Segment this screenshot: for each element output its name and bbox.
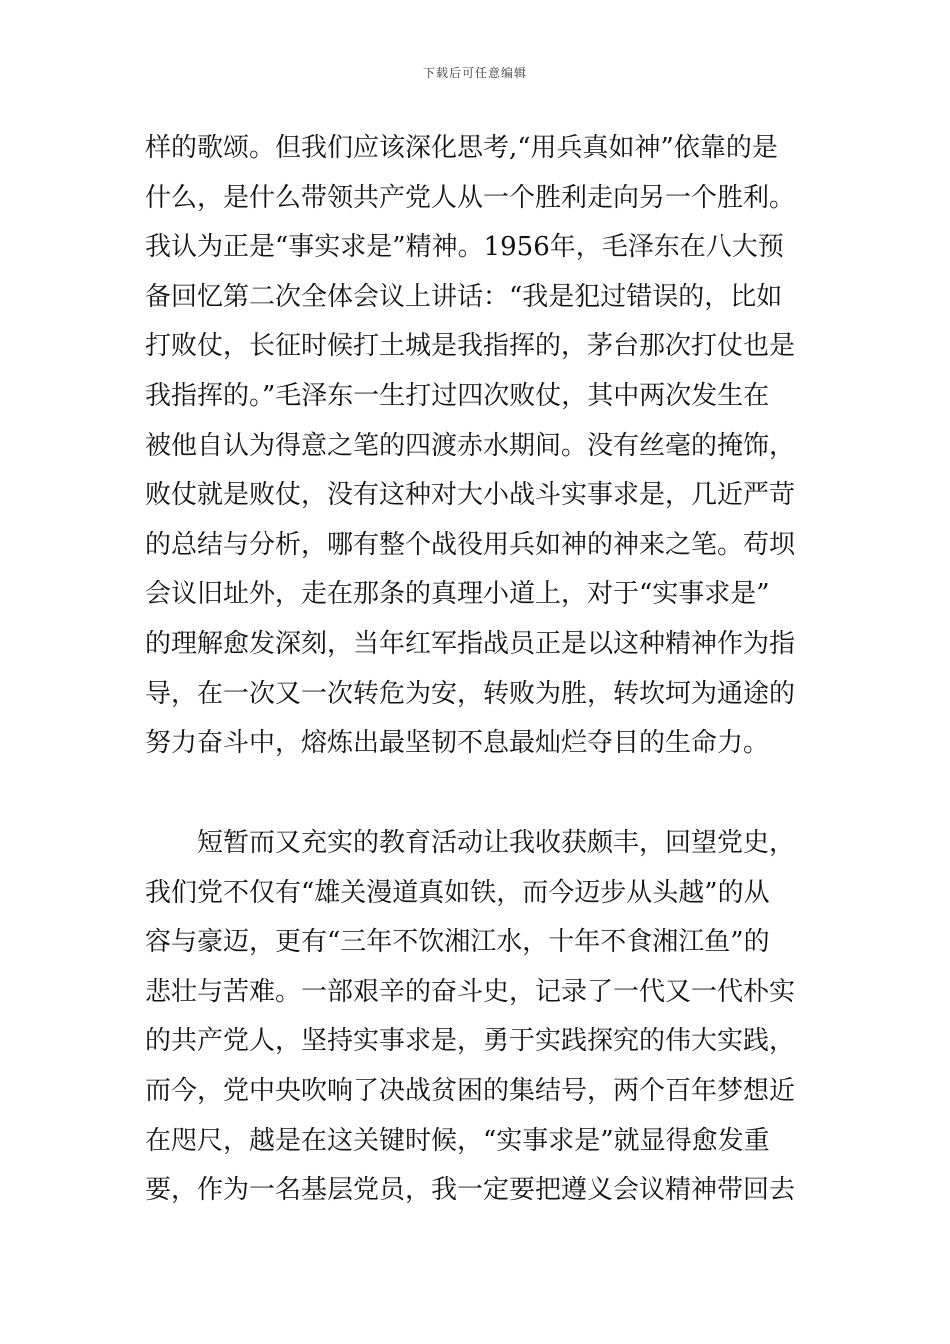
text-line: 容与豪迈，更有“三年不饮湘江水，十年不食湘江鱼”的 <box>145 927 770 958</box>
page-header: 下载后可任意编辑 <box>422 66 527 80</box>
text-line: 样的歌颂。但我们应该深化思考,“用兵真如神”依靠的是 <box>145 133 778 163</box>
text-line: 导，在一次又一次转危为安，转败为胜，转坎坷为通途的 <box>145 678 796 709</box>
text-line: 打败仗，长征时候打土城是我指挥的，茅台那次打仗也是 <box>145 331 796 362</box>
text-line: 我认为正是“事实求是”精神。1956年，毛泽东在八大预 <box>145 232 784 263</box>
text-line: 努力奋斗中，熔炼出最坚韧不息最灿烂夺目的生命力。 <box>145 728 770 759</box>
text-line: 败仗就是败仗，没有这种对大小战斗实事求是，几近严苛 <box>145 480 796 511</box>
text-line: 我指挥的。”毛泽东一生打过四次败仗，其中两次发生在 <box>145 380 770 411</box>
text-line: 而今，党中央吹响了决战贫困的集结号，两个百年梦想近 <box>145 1075 796 1106</box>
text-line: 短暂而又充实的教育活动让我收获颇丰，回望党史， <box>145 828 796 858</box>
text-line: 悲壮与苦难。一部艰辛的奋斗史，记录了一代又一代朴实 <box>145 976 796 1007</box>
text-line: 的共产党人，坚持实事求是，勇于实践探究的伟大实践， <box>145 1026 796 1057</box>
paragraph-1 <box>145 124 810 769</box>
paragraph-2 <box>145 819 810 1216</box>
text-line: 什么，是什么带领共产党人从一个胜利走向另一个胜利。 <box>145 182 796 213</box>
text-line: 会议旧址外，走在那条的真理小道上，对于“实事求是” <box>145 579 770 610</box>
text-line: 被他自认为得意之笔的四渡赤水期间。没有丝毫的掩饰， <box>145 430 796 461</box>
text-line: 备回忆第二次全体会议上讲话：“我是犯过错误的，比如 <box>145 281 783 312</box>
text-line: 我们党不仅有“雄关漫道真如铁，而今迈步从头越”的从 <box>145 877 770 908</box>
text-line: 的总结与分析，哪有整个战役用兵如神的神来之笔。苟坝 <box>145 529 796 560</box>
text-line: 要，作为一名基层党员，我一定要把遵义会议精神带回去 <box>145 1175 796 1206</box>
text-line: 的理解愈发深刻，当年红军指战员正是以这种精神作为指 <box>145 628 796 659</box>
text-line: 在咫尺，越是在这关键时候，“实事求是”就显得愈发重 <box>145 1125 770 1156</box>
